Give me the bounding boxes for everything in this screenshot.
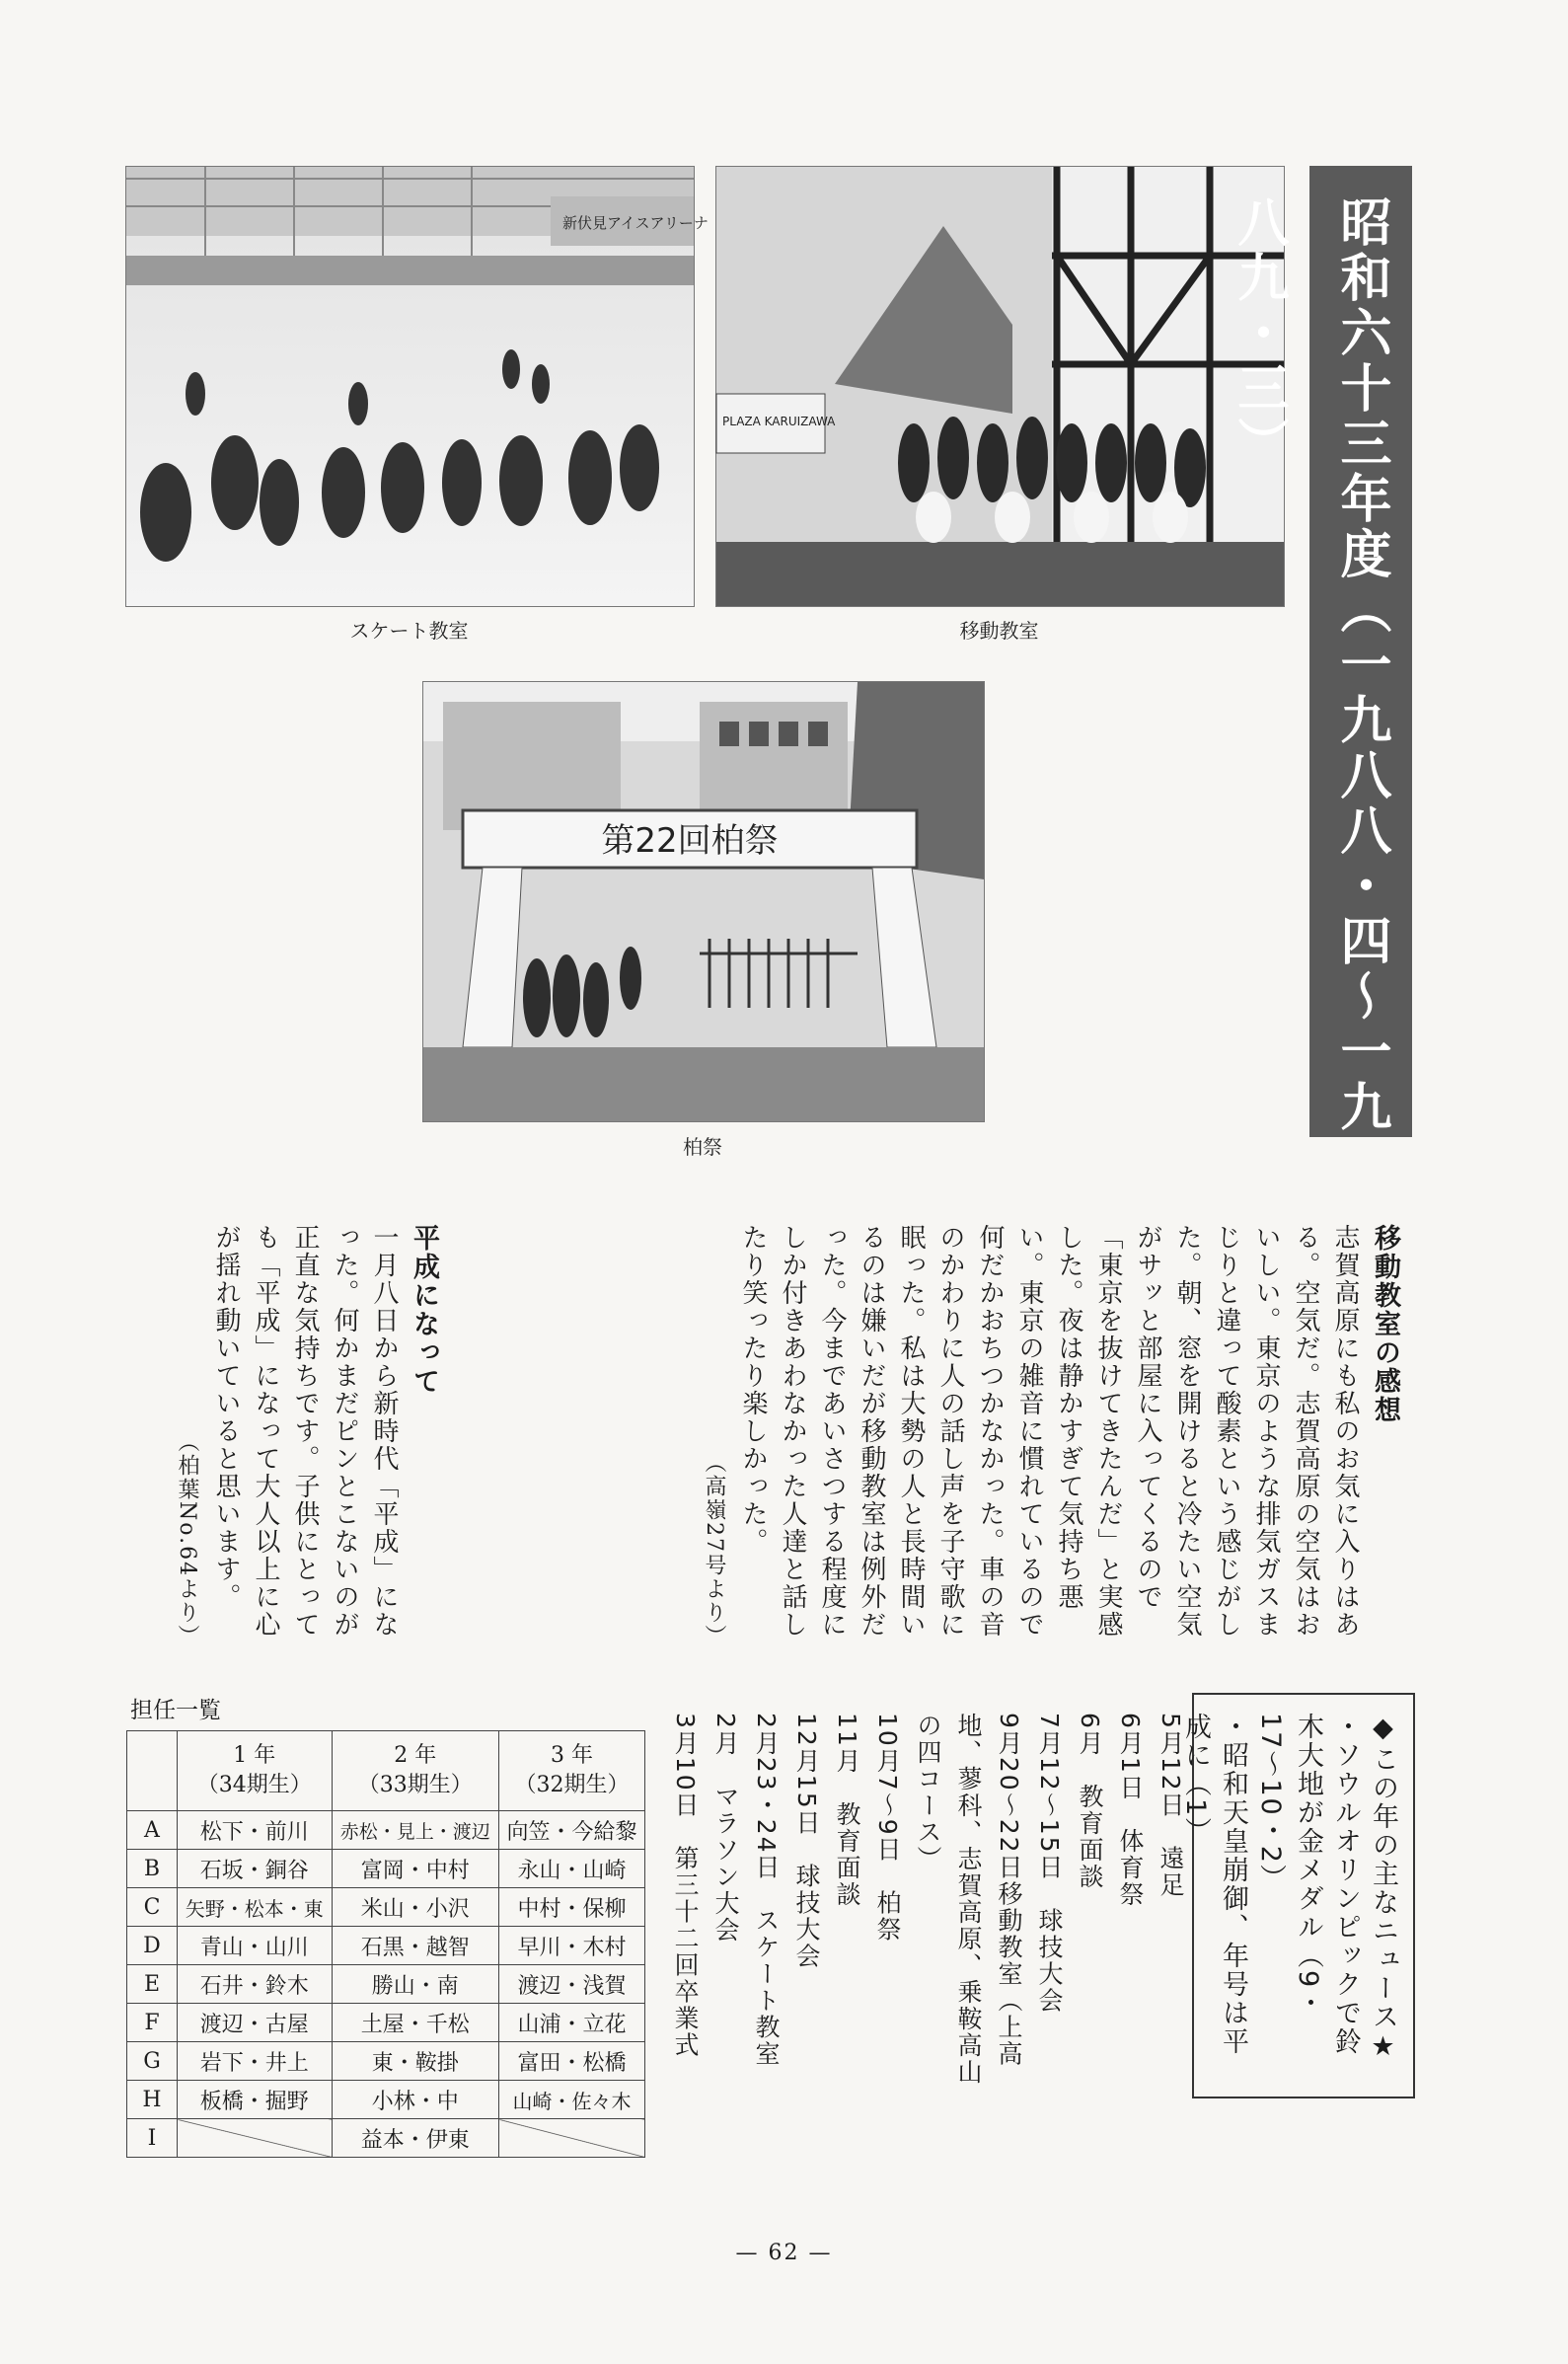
page-number: — 62 — (735, 2241, 833, 2265)
teacher-cell: 石井・鈴木 (178, 1965, 333, 2004)
roster-header-y2: 2 年 （33期生） (332, 1731, 499, 1811)
class-cell: H (127, 2081, 178, 2119)
teacher-cell: 富岡・中村 (332, 1850, 499, 1888)
table-row (127, 2081, 645, 2119)
roster-header-y3: 3 年 （32期生） (499, 1731, 645, 1811)
news-item-olympic: ・ソウルオリンピックで鈴木大地が金メダル（9・17〜10・2） (1255, 1713, 1361, 2056)
table-row (127, 2119, 645, 2158)
idou-sign: PLAZA KARUIZAWA (722, 415, 836, 428)
essay-idou-heading: 移動教室の感想 (1370, 1224, 1400, 1424)
year-title: 昭和六十三年度（一九八八・四〜一九八九・三） (1229, 195, 1390, 1135)
teacher-cell: 岩下・井上 (178, 2042, 333, 2081)
empty-cell (178, 2119, 333, 2158)
caption-idou: 移動教室 (959, 619, 1039, 643)
events-list (665, 1713, 1191, 2097)
roster-table (126, 1730, 645, 2158)
table-row (127, 2004, 645, 2042)
idou-image (716, 167, 1284, 606)
teacher-cell: 山浦・立花 (499, 2004, 645, 2042)
news-column (1176, 1713, 1401, 2083)
teacher-cell: 富田・松橋 (499, 2042, 645, 2081)
class-cell: F (127, 2004, 178, 2042)
teacher-cell: 米山・小沢 (332, 1888, 499, 1927)
teacher-cell: 土屋・千松 (332, 2004, 499, 2042)
caption-kashiwa: 柏祭 (683, 1135, 722, 1159)
event-item: 12月15日 球技大会 (792, 1713, 821, 1970)
class-cell: I (127, 2119, 178, 2158)
teacher-cell: 石黒・越智 (332, 1927, 499, 1965)
year-title-bar (1229, 166, 1412, 1137)
event-item: 6月1日 体育祭 (1116, 1713, 1145, 1908)
class-cell: A (127, 1811, 178, 1850)
teacher-cell: 小林・中 (332, 2081, 499, 2119)
news-box (1180, 1693, 1415, 2098)
empty-cell (499, 2119, 645, 2158)
teacher-cell: 向笠・今給黎 (499, 1811, 645, 1850)
table-row (127, 2042, 645, 2081)
roster-header-y1: 1 年 （34期生） (178, 1731, 333, 1811)
caption-skate: スケート教室 (349, 619, 469, 643)
event-item: 10月7〜9日 柏祭 (873, 1713, 902, 1944)
class-cell: G (127, 2042, 178, 2081)
teacher-cell: 石坂・銅谷 (178, 1850, 333, 1888)
class-cell: D (127, 1927, 178, 1965)
teacher-cell: 矢野・松本・東 (178, 1888, 333, 1927)
class-cell: B (127, 1850, 178, 1888)
teacher-cell: 渡辺・浅賀 (499, 1965, 645, 2004)
essay-heisei-source: （柏葉No.64より） (175, 1429, 199, 1648)
teacher-cell: 渡辺・古屋 (178, 2004, 333, 2042)
event-item: 9月20〜22日移動教室（上高地、蓼科、志賀高原、乗鞍高山の四コース） (914, 1713, 1023, 2086)
essay-idou (694, 1224, 1404, 1648)
festival-banner: 第22回柏祭 (601, 821, 779, 861)
class-cell: C (127, 1888, 178, 1927)
essay-heisei-heading: 平成になって (409, 1224, 439, 1396)
teacher-cell: 赤松・見上・渡辺 (332, 1811, 499, 1850)
event-item: 3月10日 第三十二回卒業式 (671, 1713, 700, 2059)
class-cell: E (127, 1965, 178, 2004)
event-item: 2月23・24日 スケート教室 (752, 1713, 781, 2068)
photo-skate (125, 166, 709, 607)
table-row (127, 1927, 645, 1965)
event-item: 11月 教育面談 (833, 1713, 861, 1908)
essay-idou-body: 志賀高原にも私のお気に入りはある。空気だ。志賀高原の空気はおいしい。東京のような排気ガスまじりと違って酸素という感じがした。朝、窓を開けると冷たい空気がサッと部屋に入ってくるので「東京を抜けてきたんだ」と実感した。夜は静かすぎて気持ち悪い。東京の雑音に慣れているので何だかおちつかなかった。車の音のかわりに人の話し声を子守歌に眠った。私は大勢の人と長時間いるのは嫌いだが移動教室は例外だった。今まであいさつする程度にしか付きあわなかった人達と話したり笑ったり楽しかった。 (738, 1224, 1360, 1639)
event-item: 5月12日 遠足 (1157, 1713, 1185, 1899)
essay-idou-source: （高嶺27号より） (702, 1451, 726, 1648)
event-item: 6月 教育面談 (1076, 1713, 1104, 1890)
teacher-cell: 東・鞍掛 (332, 2042, 499, 2081)
teacher-cell: 益本・伊東 (332, 2119, 499, 2158)
teacher-cell: 青山・山川 (178, 1927, 333, 1965)
event-item: 2月 マラソン大会 (711, 1713, 740, 1944)
table-row (127, 1811, 645, 1850)
event-item: 7月12〜15日 球技大会 (1035, 1713, 1064, 2015)
roster-corner (127, 1731, 178, 1811)
photo-idou (715, 166, 1285, 607)
teacher-cell: 早川・木村 (499, 1927, 645, 1965)
skate-image (126, 167, 709, 606)
photo-kashiwa (422, 681, 985, 1122)
news-heading: ◆この年の主なニュース★ (1368, 1713, 1398, 2064)
teacher-cell: 山崎・佐々木 (499, 2081, 645, 2119)
table-row (127, 1850, 645, 1888)
teacher-cell: 勝山・南 (332, 1965, 499, 2004)
roster-title: 担任一覧 (130, 1698, 221, 1723)
skate-sign: 新伏見アイスアリーナ (562, 214, 709, 232)
news-item-heisei: ・昭和天皇崩御、年号は平成に（1） (1180, 1713, 1248, 2056)
table-row (127, 1965, 645, 2004)
teacher-cell: 松下・前川 (178, 1811, 333, 1850)
essay-heisei (167, 1224, 443, 1648)
roster-header-row (127, 1731, 645, 1811)
teacher-cell: 中村・保柳 (499, 1888, 645, 1927)
teacher-cell: 板橋・掘野 (178, 2081, 333, 2119)
table-row (127, 1888, 645, 1927)
teacher-cell: 永山・山崎 (499, 1850, 645, 1888)
essay-heisei-body: 一月八日から新時代「平成」になった。何かまだピンとこないのが正直な気持ちです。子供にとっても「平成」になって大人以上に心が揺れ動いていると思います。 (211, 1224, 399, 1639)
kashiwa-image (423, 682, 984, 1121)
